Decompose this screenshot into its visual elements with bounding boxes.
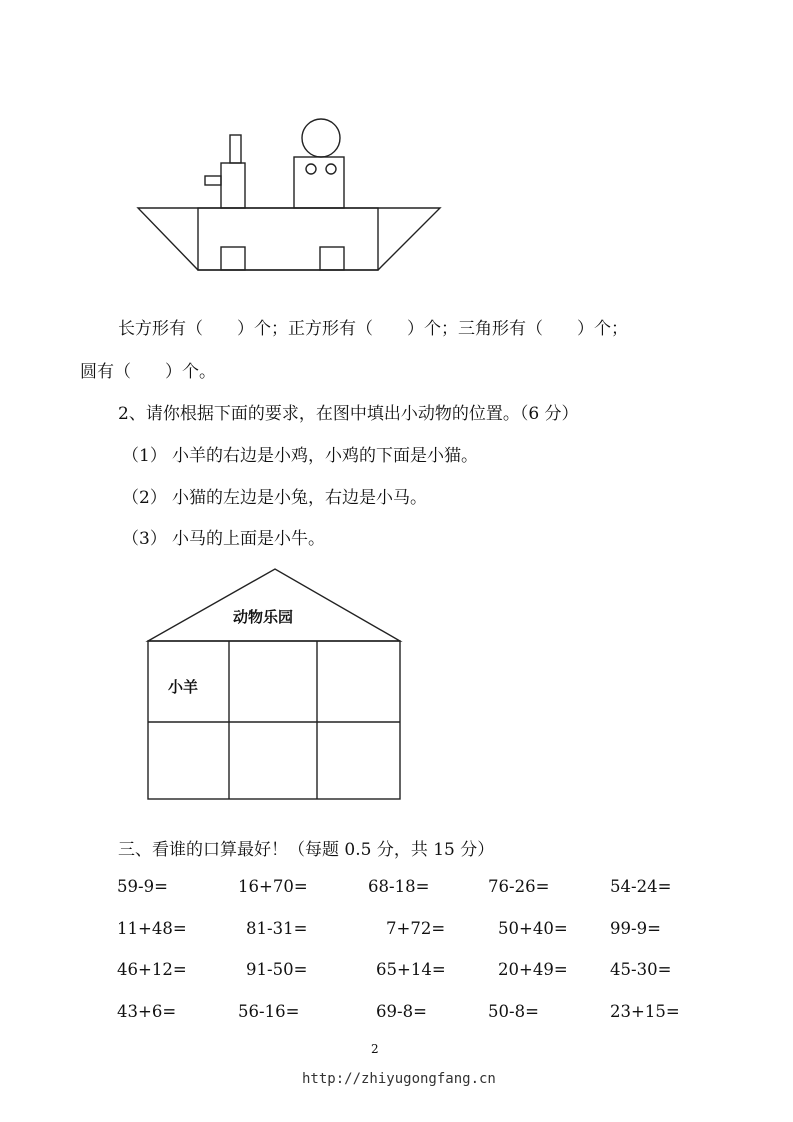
ship-chimney-top — [230, 135, 241, 163]
calc-r1-c1: 59-9= — [117, 877, 168, 896]
calc-r2-c3: 7+72= — [386, 919, 446, 938]
q2-item-2-text: 小猫的左边是小兔，右边是小马。 — [172, 488, 427, 508]
calc-r3-c1: 46+12= — [117, 960, 187, 979]
shapes-count-line1: 长方形有（ ）个；正方形有（ ）个；三角形有（ ）个； — [118, 319, 628, 339]
shapes-count-line2: 圆有（ ）个。 — [80, 362, 216, 382]
calc-r1-c5: 54-24= — [610, 877, 672, 896]
q2-item-3-num: （3） — [122, 529, 167, 549]
calc-r3-c3: 65+14= — [376, 960, 446, 979]
ship-window-right — [320, 247, 344, 270]
calc-r3-c2: 91-50= — [246, 960, 308, 979]
calc-r4-c1: 43+6= — [117, 1002, 177, 1021]
ship-window-left — [221, 247, 245, 270]
calc-r4-c2: 56-16= — [238, 1002, 300, 1021]
calc-r3-c4: 20+49= — [498, 960, 568, 979]
q3-heading: 三、看谁的口算最好！（每题 0.5 分，共 15 分） — [118, 840, 495, 860]
calc-r3-c5: 45-30= — [610, 960, 672, 979]
ship-deck-rectangle — [198, 208, 378, 270]
ship-eye-right — [326, 164, 336, 174]
ship-hull-trapezoid — [138, 208, 440, 270]
ship-chimney-base — [221, 163, 245, 208]
calc-r4-c5: 23+15= — [610, 1002, 680, 1021]
calc-r2-c4: 50+40= — [498, 919, 568, 938]
calc-r4-c3: 69-8= — [376, 1002, 427, 1021]
calc-r1-c3: 68-18= — [368, 877, 430, 896]
calc-r2-c2: 81-31= — [246, 919, 308, 938]
calc-r1-c4: 76-26= — [488, 877, 550, 896]
ship-eye-left — [306, 164, 316, 174]
footer-url[interactable]: http://zhiyugongfang.cn — [302, 1071, 496, 1087]
calc-r2-c1: 11+48= — [117, 919, 187, 938]
house-title: 动物乐园 — [233, 608, 294, 626]
q2-item-1-text: 小羊的右边是小鸡，小鸡的下面是小猫。 — [172, 446, 478, 466]
q2-item-3-text: 小马的上面是小牛。 — [172, 529, 325, 549]
house-cell-sheep: 小羊 — [168, 678, 199, 696]
q2-item-2-num: （2） — [122, 488, 167, 508]
house-body — [148, 641, 400, 799]
house-roof — [148, 569, 400, 641]
q2-item-1-num: （1） — [122, 446, 167, 466]
ship-circle — [302, 119, 340, 157]
ship-cabin-square — [294, 157, 344, 208]
ship-chimney-arm — [205, 176, 221, 185]
q2-heading: 2、请你根据下面的要求，在图中填出小动物的位置。（6 分） — [118, 404, 579, 424]
calc-r1-c2: 16+70= — [238, 877, 308, 896]
page-number: 2 — [371, 1042, 379, 1056]
calc-r4-c4: 50-8= — [488, 1002, 539, 1021]
calc-r2-c5: 99-9= — [610, 919, 661, 938]
